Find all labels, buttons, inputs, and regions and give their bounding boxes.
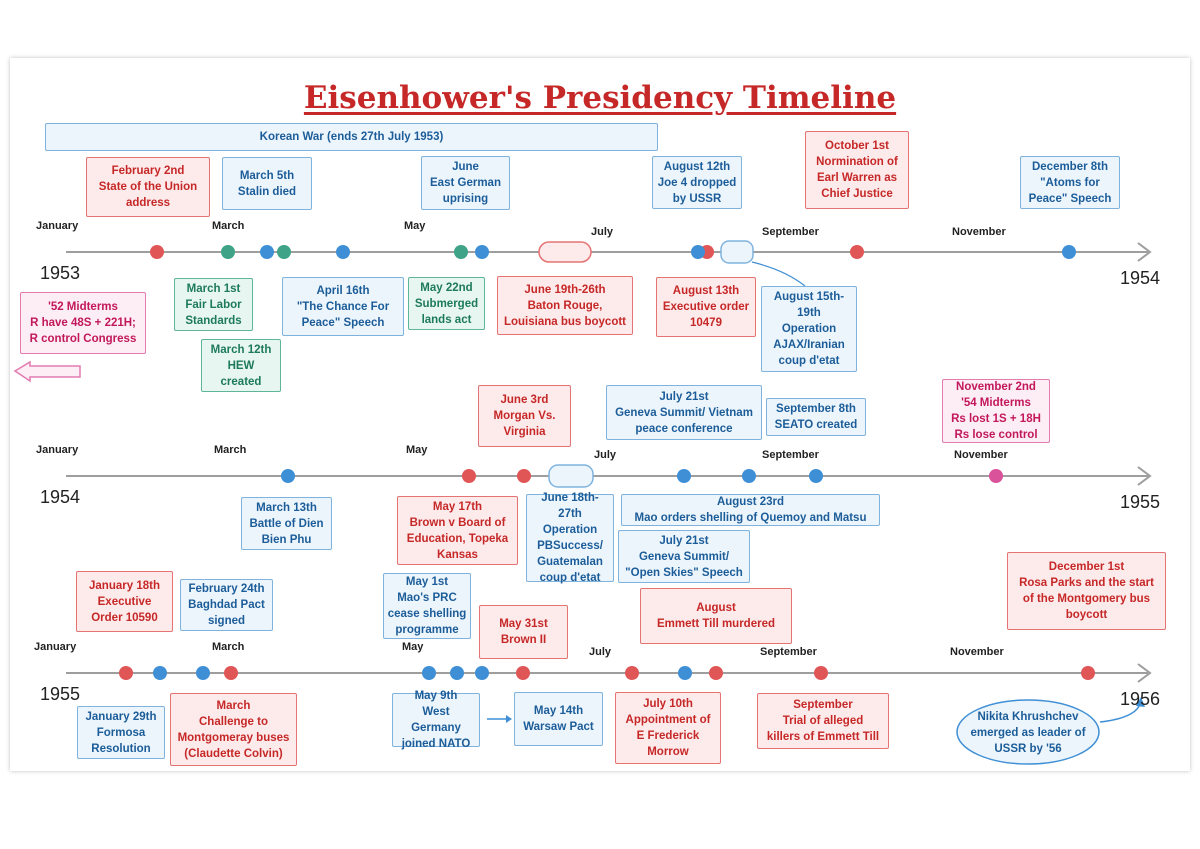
event-west-germany-nato: May 9th West Germany joined NATO xyxy=(392,693,480,747)
event-dot xyxy=(516,666,530,680)
event-dot xyxy=(450,666,464,680)
event-pbsuccess: June 18th-27th Operation PBSuccess/ Guatemalan coup d'etat xyxy=(526,494,614,582)
left-arrow-icon xyxy=(15,362,80,381)
month-label: May xyxy=(404,220,426,232)
event-submerged-lands: May 22nd Submerged lands act xyxy=(408,277,485,330)
event-emmett-till-trial: September Trial of alleged killers of Emmett Till xyxy=(757,693,889,749)
event-baton-rouge: June 19th-26th Baton Rouge, Louisiana bus boycott xyxy=(497,276,633,335)
event-dot xyxy=(517,469,531,483)
event-baghdad-pact: February 24th Baghdad Pact signed xyxy=(180,579,273,631)
month-label: July xyxy=(594,449,617,461)
event-dien-bien-phu: March 13th Battle of Dien Bien Phu xyxy=(241,497,332,550)
month-label: September xyxy=(760,646,817,658)
event-rosa-parks: December 1st Rosa Parks and the start of the Montgomery bus boycott xyxy=(1007,552,1166,630)
event-stalin-died: March 5th Stalin died xyxy=(222,157,312,210)
month-label: May xyxy=(406,444,428,456)
month-label: September xyxy=(762,226,819,238)
event-chance-for-peace: April 16th "The Chance For Peace" Speech xyxy=(282,277,404,336)
arrow-head-icon xyxy=(506,715,512,723)
event-dot xyxy=(454,245,468,259)
event-geneva-vietnam: July 21st Geneva Summit/ Vietnam peace conference xyxy=(606,385,762,440)
range-marker-august-1953 xyxy=(721,241,753,263)
month-label: July xyxy=(589,646,612,658)
event-operation-ajax: August 15th- 19th Operation AJAX/Iranian coup d'etat xyxy=(761,286,857,372)
event-seato: September 8th SEATO created xyxy=(766,398,866,436)
event-executive-order-10590: January 18th Executive Order 10590 xyxy=(76,571,173,632)
month-label: May xyxy=(402,641,424,653)
month-label: November xyxy=(954,449,1008,461)
event-dot xyxy=(742,469,756,483)
event-frederick-morrow: July 10th Appointment of E Frederick Morrow xyxy=(615,692,721,764)
year-label-end: 1956 xyxy=(1120,689,1161,709)
year-label-start: 1954 xyxy=(40,487,81,507)
event-brown-v-board: May 17th Brown v Board of Education, Topeka Kansas xyxy=(397,496,518,565)
event-dot xyxy=(422,666,436,680)
range-marker-june-1954 xyxy=(549,465,593,487)
event-54-midterms: November 2nd '54 Midterms Rs lost 1S + 18H Rs lose control xyxy=(942,379,1050,443)
year-label-end: 1954 xyxy=(1120,268,1161,288)
month-label: November xyxy=(952,226,1006,238)
event-hew-created: March 12th HEW created xyxy=(201,339,281,392)
month-label: November xyxy=(950,646,1004,658)
event-dot xyxy=(814,666,828,680)
event-executive-order-10479: August 13th Executive order 10479 xyxy=(656,277,756,337)
event-dot xyxy=(150,245,164,259)
event-open-skies: July 21st Geneva Summit/ "Open Skies" Speech xyxy=(618,530,750,583)
month-label: January xyxy=(36,220,79,232)
event-dot xyxy=(462,469,476,483)
month-label: January xyxy=(34,641,77,653)
event-dot xyxy=(224,666,238,680)
event-claudette-colvin: March Challenge to Montgomeray buses (Claudette Colvin) xyxy=(170,693,297,766)
year-label-start: 1953 xyxy=(40,263,81,283)
event-dot xyxy=(625,666,639,680)
event-warsaw-pact: May 14th Warsaw Pact xyxy=(514,692,603,746)
event-dot xyxy=(336,245,350,259)
event-dot xyxy=(260,245,274,259)
month-label: March xyxy=(212,641,245,653)
event-morgan-v-virginia: June 3rd Morgan Vs. Virginia xyxy=(478,385,571,447)
event-dot xyxy=(221,245,235,259)
event-dot xyxy=(850,245,864,259)
event-khrushchev: Nikita Khrushchev emerged as leader of USSR by '56 xyxy=(970,711,1086,755)
event-east-german-uprising: June East German uprising xyxy=(421,156,510,210)
event-dot xyxy=(1081,666,1095,680)
event-formosa-resolution: January 29th Formosa Resolution xyxy=(77,706,165,759)
event-atoms-for-peace: December 8th "Atoms for Peace" Speech xyxy=(1020,156,1120,209)
event-dot xyxy=(281,469,295,483)
range-marker-june-1953 xyxy=(539,242,591,262)
event-fair-labor: March 1st Fair Labor Standards xyxy=(174,278,253,331)
year-label-end: 1955 xyxy=(1120,492,1161,512)
event-emmett-till: August Emmett Till murdered xyxy=(640,588,792,644)
page-title: Eisenhower's Presidency Timeline xyxy=(303,80,897,116)
connector-august-15th xyxy=(752,262,805,286)
month-label: March xyxy=(214,444,247,456)
korean-war-banner: Korean War (ends 27th July 1953) xyxy=(45,123,658,151)
event-dot xyxy=(1062,245,1076,259)
event-brown-ii: May 31st Brown II xyxy=(479,605,568,659)
month-label: January xyxy=(36,444,79,456)
event-earl-warren: October 1st Normination of Earl Warren as Chief Justice xyxy=(805,131,909,209)
event-dot xyxy=(475,666,489,680)
event-dot xyxy=(691,245,705,259)
event-dot xyxy=(196,666,210,680)
event-dot xyxy=(677,469,691,483)
event-52-midterms: '52 Midterms R have 48S + 221H; R control Congress xyxy=(20,292,146,354)
event-dot xyxy=(277,245,291,259)
month-label: September xyxy=(762,449,819,461)
event-dot xyxy=(119,666,133,680)
event-dot xyxy=(153,666,167,680)
event-state-of-union: February 2nd State of the Union address xyxy=(86,157,210,217)
event-dot xyxy=(989,469,1003,483)
event-quemoy-matsu: August 23rd Mao orders shelling of Quemoy and Matsu xyxy=(621,494,880,526)
event-prc-cease-shelling: May 1st Mao's PRC cease shelling programme xyxy=(383,573,471,639)
month-label: July xyxy=(591,226,614,238)
event-joe-4: August 12th Joe 4 dropped by USSR xyxy=(652,156,742,209)
event-dot xyxy=(709,666,723,680)
month-label: March xyxy=(212,220,245,232)
event-dot xyxy=(809,469,823,483)
event-dot xyxy=(678,666,692,680)
year-label-start: 1955 xyxy=(40,684,81,704)
event-dot xyxy=(475,245,489,259)
